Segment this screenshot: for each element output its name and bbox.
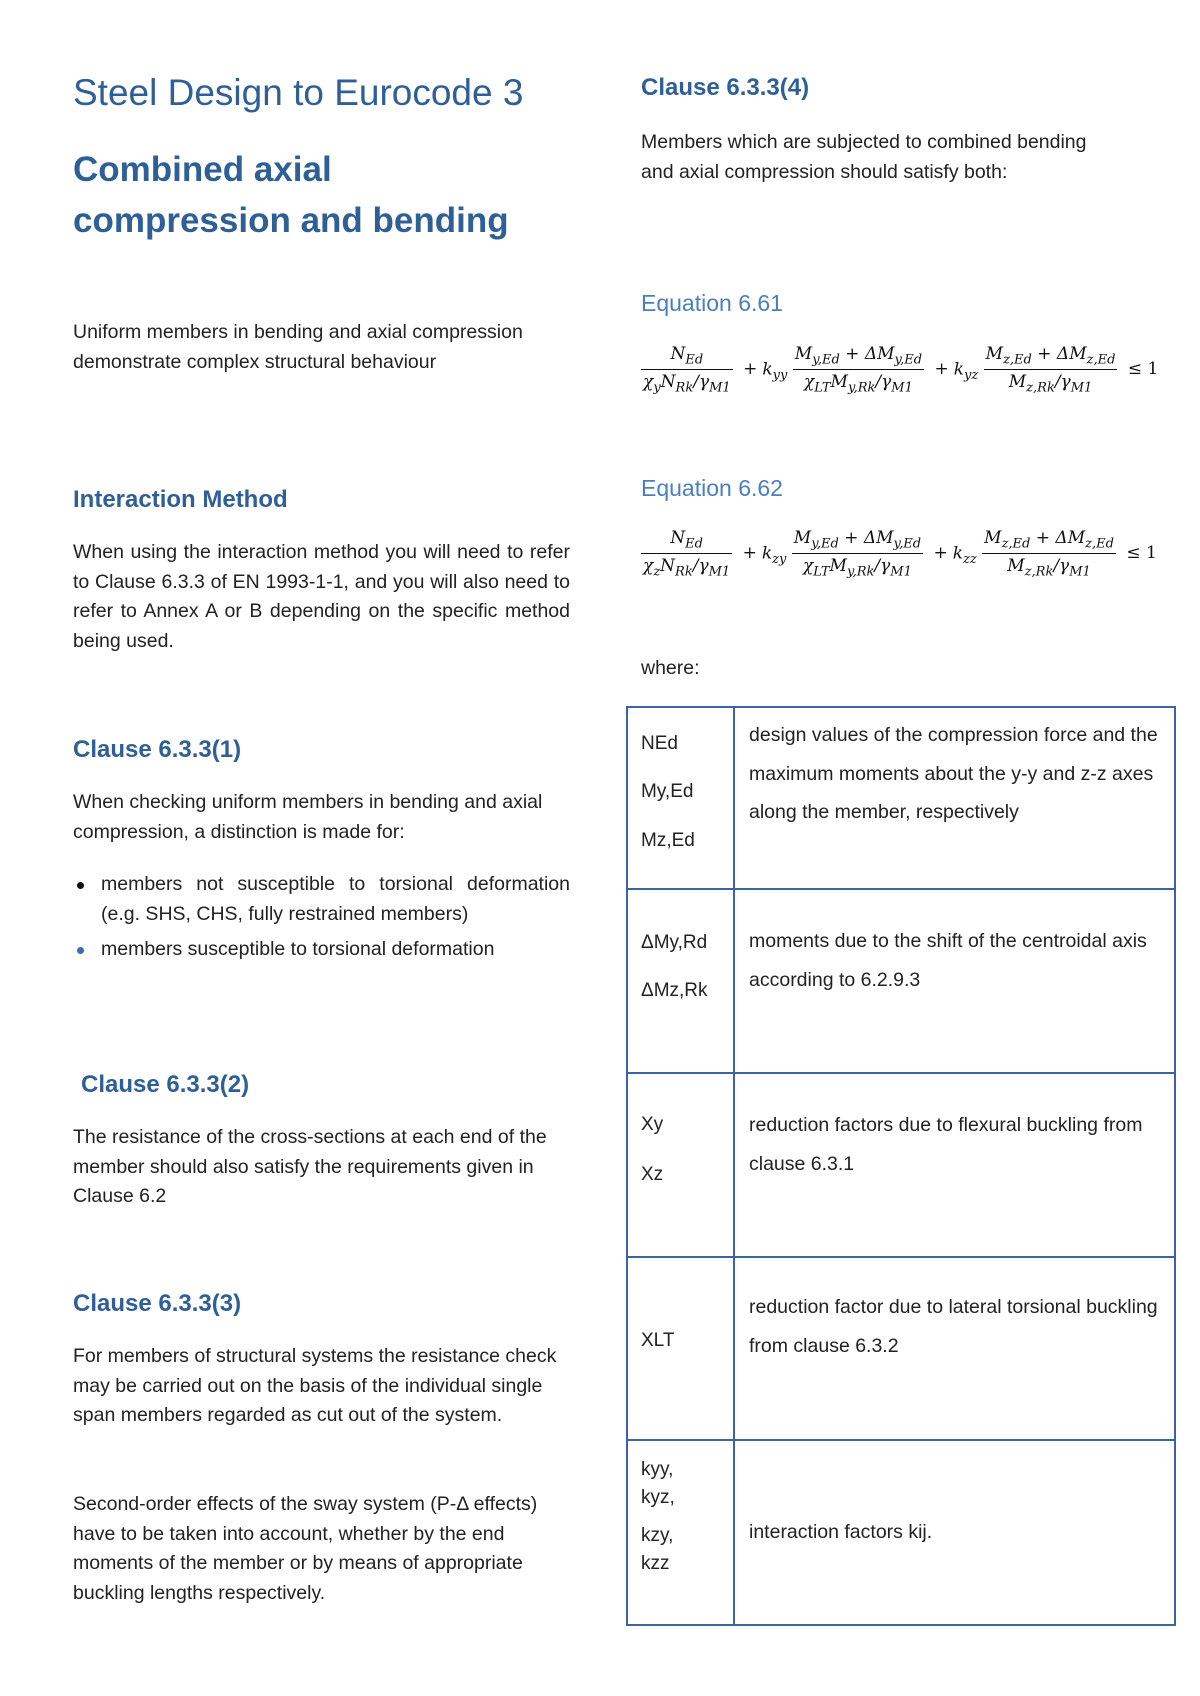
table-row [627, 707, 1175, 889]
symbol-kyz: kyz, [641, 1487, 675, 1508]
symbol-mz-ed: Mz,Ed [641, 830, 695, 851]
clause-3-text-1: For members of structural systems the resistance check may be carried out on the basis of the individual single span members regarded as cut out of the system. [73, 1345, 557, 1426]
clause-4-heading: Clause 6.3.3(4) [641, 74, 810, 101]
symbol-n-ed: NEd [641, 733, 678, 754]
symbol-my-ed: My,Ed [641, 781, 694, 802]
interaction-text: When using the interaction method you will need to refer to Clause 6.3.3 of EN 1993-1-1, and you will also need to refer to Annex A or B depending on the specific method being used. [73, 541, 570, 652]
clause-2-text: The resistance of the cross-sections at each end of the member should also satisfy the requirements given in Clause 6.2 [73, 1126, 547, 1207]
equation-6-62: $\frac{N_{Ed}}{\chi_zN_{Rk}/\gamma_{M1}}$ + $k_{zy}$ $\frac{M_{y,Ed} + \Delta M_{y,Ed}}{\chi_{LT}M_{y,Rk}/\gamma_{M1}}$ + $k_{zz}$ $\frac{M_{z,Ed} + \Delta M_{z,Ed}}{M_{z,Rk}/\gamma_{M1}}$ ≤ 1 [643, 528, 1157, 580]
symbol-chi-z: Χz [641, 1164, 664, 1185]
table-row [627, 1073, 1175, 1257]
clause-1-list [73, 870, 570, 965]
symbol-chi-lt: ΧLT [641, 1330, 675, 1351]
description-cell: reduction factors due to flexural buckling from clause 6.3.1 [734, 1073, 1175, 1257]
clause-1-text: When checking uniform members in bending and axial compression, a distinction is made for: [73, 791, 543, 843]
symbol-cell [627, 1257, 734, 1440]
description-cell: interaction factors kij. [734, 1440, 1175, 1625]
symbol-kyy: kyy, [641, 1459, 674, 1480]
clause-3-heading: Clause 6.3.3(3) [73, 1290, 242, 1317]
interaction-heading: Interaction Method [73, 486, 288, 513]
table-row [627, 889, 1175, 1073]
symbol-cell [627, 889, 734, 1073]
symbol-cell [627, 1073, 734, 1257]
series-title: Steel Design to Eurocode 3 [73, 72, 524, 113]
clause-3-text-2: Second-order effects of the sway system (P-Δ effects) have to be taken into account, whether by the end moments of the member or by means of appropriate buckling lengths respectively. [73, 1493, 538, 1604]
description-cell: design values of the compression force and the maximum moments about the y-y and z-z axes along the member, respectively [734, 707, 1175, 889]
symbol-cell [627, 1440, 734, 1625]
list-item: members susceptible to torsional deformation [73, 935, 570, 965]
bullet-icon [77, 947, 84, 954]
intro-text: Uniform members in bending and axial compression demonstrate complex structural behaviour [73, 321, 523, 373]
clause-2-heading: Clause 6.3.3(2) [81, 1071, 250, 1098]
equation-6-61: $\frac{N_{Ed}}{\chi_yN_{Rk}/\gamma_{M1}}$ + $k_{yy}$ $\frac{M_{y,Ed} + \Delta M_{y,Ed}}{\chi_{LT}M_{y,Rk}/\gamma_{M1}}$ + $k_{yz}$ $\frac{M_{z,Ed} + \Delta M_{z,Ed}}{M_{z,Rk}/\gamma_{M1}}$ ≤ 1 [643, 344, 1159, 396]
bullet-icon [77, 882, 84, 889]
description-cell: moments due to the shift of the centroidal axis according to 6.2.9.3 [734, 889, 1175, 1073]
table-row [627, 1440, 1175, 1625]
description-cell: reduction factor due to lateral torsional buckling from clause 6.3.2 [734, 1257, 1175, 1440]
equation-6-62-label: Equation 6.62 [641, 475, 783, 501]
symbol-kzy: kzy, [641, 1525, 674, 1546]
equation-6-61-label: Equation 6.61 [641, 290, 783, 316]
symbol-chi-y: Χy [641, 1114, 664, 1135]
page-title [73, 144, 509, 246]
where-label: where: [641, 657, 700, 679]
page-title-line1: Combined axial [73, 150, 332, 189]
table-row [627, 1257, 1175, 1440]
list-item: members not susceptible to torsional deformation (e.g. SHS, CHS, fully restrained members) [73, 870, 570, 929]
page-title-line2: compression and bending [73, 201, 509, 240]
clause-4-text: Members which are subjected to combined bending and axial compression should satisfy both: [641, 131, 1087, 183]
symbol-cell [627, 707, 734, 889]
symbol-delta-mz-rk: ΔMz,Rk [641, 980, 708, 1001]
clause-1-heading: Clause 6.3.3(1) [73, 736, 242, 763]
symbol-kzz: kzz [641, 1553, 670, 1574]
symbols-table [626, 706, 1176, 1626]
symbol-delta-my-rd: ΔMy,Rd [641, 932, 708, 953]
